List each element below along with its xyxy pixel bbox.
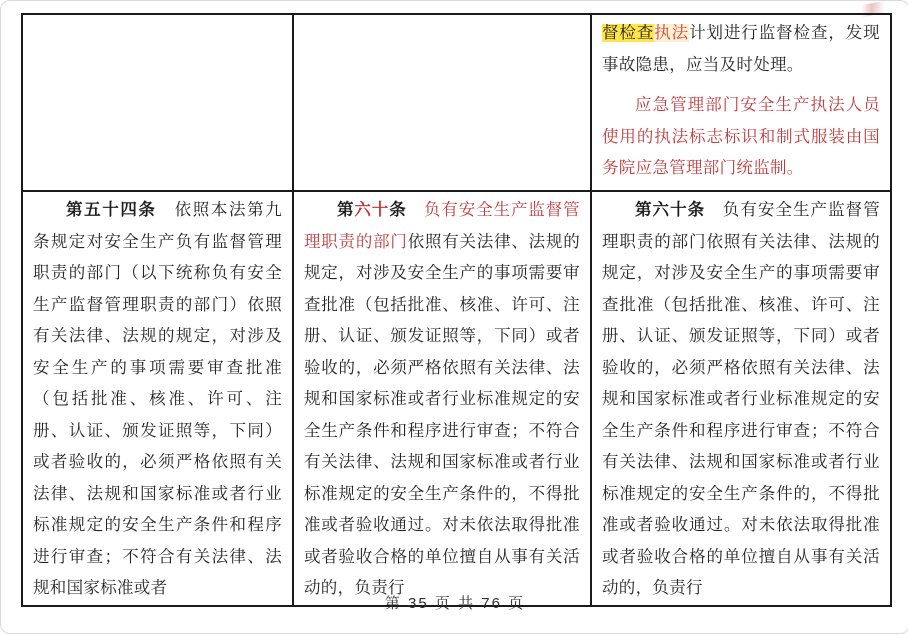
cell-old-law-article-54 — [22, 191, 293, 606]
law-comparison-table — [21, 13, 892, 607]
body-text: 负有安全生产监督管理职责的部门依照有关法律、法规的规定，对涉及安全生产的事项需要审查批准（包括批准、核准、许可、注册、认证、颁发证照等，下同）或者验收的，必须严格依照有关法律、法规和国家标准或者行业标准规定的安全生产条件和程序进行审查；不符合有关法律、法规和国家标准或者行业标准规定的安全生产条件的，不得批准或者验收通过。对未依法取得批准或者验收合格的单位擅自从事有关活动的，负责行 — [602, 201, 881, 597]
body-text: 依照本法第九条规定对安全生产负有监督管理职责的部门（以下统称负有安全生产监督管理职责的部门）依照有关法律、法规的规定，对涉及安全生产的事项需要审查批准（包括批准、核准、许可、注册、认证、颁发证照等，下同）或者验收的，必须严格依照有关法律、法规和国家标准或者行业标准规定的安全生产条件和程序进行审查；不符合有关法律、法规和国家标准或者 — [33, 201, 282, 597]
highlighted-revision-text: 执法 — [654, 24, 690, 42]
paragraph-article-60-marked — [304, 195, 580, 605]
body-text: 计划进行监督检查，发现事故隐患，应当及时处理。 — [602, 24, 880, 74]
table-row-article — [22, 191, 891, 606]
paragraph-continued — [602, 18, 880, 81]
page-number-footer: 第 35 页 共 76 页 — [384, 595, 526, 612]
revision-text: 负有安全生产监督管理职责的部门 — [304, 201, 580, 251]
article-number: 条 — [389, 201, 424, 219]
table-row-continued — [22, 14, 891, 191]
highlighted-text: 督检查 — [602, 24, 655, 42]
cell-revised-law-article-60-marked — [293, 191, 591, 606]
cell-r1c2-empty — [293, 14, 591, 191]
article-number: 第六十条 — [635, 201, 723, 219]
paragraph-article-60 — [602, 195, 880, 605]
article-number: 第 — [337, 201, 355, 219]
cell-r1c1-empty — [22, 14, 293, 191]
article-number: 第五十四条 — [66, 201, 157, 219]
body-text: 依照有关法律、法规的规定，对涉及安全生产的事项需要审查批准（包括批准、核准、许可、注册、认证、颁发证照等，下同）或者验收的，必须严格依照有关法律、法规和国家标准或者行业标准规定的安全生产条件和程序进行审查；不符合有关法律、法规和国家标准或者行业标准规定的安全生产条件的，不得批准或者验收通过。对未依法取得批准或者验收合格的单位擅自从事有关活动的，负责行 — [304, 232, 580, 597]
article-number-revision: 六十 — [354, 201, 390, 219]
cell-r1c3 — [591, 14, 891, 191]
paragraph-revision-note — [602, 90, 880, 185]
cell-new-law-article-60 — [591, 191, 891, 606]
revision-text: 应急管理部门安全生产执法人员使用的执法标志标识和制式服装由国务院应急管理部门统监制。 — [602, 96, 880, 177]
paragraph-article-54 — [33, 195, 282, 605]
